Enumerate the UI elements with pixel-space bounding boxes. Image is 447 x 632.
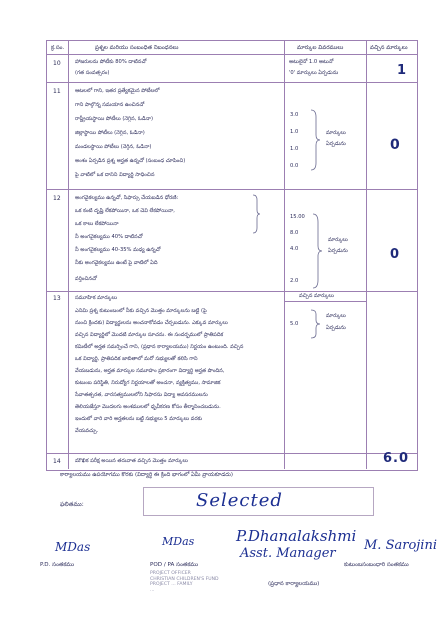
brace-icon	[311, 213, 323, 289]
score-value: 3.0	[290, 112, 299, 118]
row-sep	[47, 453, 417, 454]
col-sep-3	[366, 41, 367, 469]
col-sep-1	[68, 41, 69, 469]
pd-caption: P.D. సంతకము	[40, 562, 75, 568]
row-text: ఎనిమి ప్రశ్న కుటుంబంలో నీకు వచ్చిన మొత్తం మార్కులను బట్టి (పై	[75, 308, 207, 314]
row-heading: సమూహిక మార్కులు	[75, 295, 118, 301]
row-number: 14	[53, 458, 61, 465]
row-text: ఇందులో వారి వారి అర్హతలను బట్టి సభ్యులు 5 మార్కులు వరకు	[75, 416, 203, 422]
score-value: 8.0	[290, 230, 299, 236]
score-value: 1.0	[290, 146, 299, 152]
given-mark: 0	[390, 137, 400, 153]
row-text: ఆటలలో గాని, ఇతర ప్రత్యేకమైన పోటీలలో	[75, 88, 160, 94]
row-text: జిల్లాస్థాయి పోటీలు (నెగ్గిన, ఓడినా)	[75, 130, 145, 136]
row-text: వచ్చిన విద్యార్థిలో మొదటి మార్కుల సూచను. ఈ సందర్భములో ప్రాతిపదిక	[75, 332, 224, 338]
brace-icon	[309, 109, 321, 171]
row-number: 13	[53, 295, 61, 302]
row-text: వేయవచ్చు.	[75, 428, 99, 434]
score-value: 1.0	[290, 129, 299, 135]
given-mark: 0	[390, 247, 400, 262]
given-mark: 1	[397, 63, 407, 78]
score-value: 2.0	[290, 278, 299, 284]
row-number: 10	[53, 60, 61, 67]
row-text: కమిటీలో అర్హత సమర్పించే గాని, (ప్రధాన కార్యాలయము) నిర్ణయం ఉంటుంది. వచ్చిన	[75, 344, 244, 350]
detail-label: ఏర్పడును	[328, 248, 348, 254]
detail-label: మార్కులు	[326, 130, 346, 136]
row-text: వర్తించినచో	[75, 276, 97, 282]
pod-signature: MDas	[162, 535, 195, 548]
pod-caption: POD / PA సంతకము	[150, 562, 199, 568]
manager-title-signature: Asst. Manager	[240, 546, 336, 561]
row-text: నీ అంగవైకల్యము 40% దాటినచో	[75, 234, 143, 240]
col-sep-2	[284, 41, 285, 469]
detail-label: మార్కులు	[326, 313, 346, 319]
result-label: ఫలితము:	[60, 501, 84, 508]
row-text: తెలియజేస్తూ మొదలగు అంశములలో ధృవీకరణ కోసం తీర్మానించబడును.	[75, 404, 221, 410]
row-text: మండలస్థాయి పోటీలు (నెగ్గిన, ఓడినా)	[75, 144, 152, 150]
manager-signature: P.Dhanalakshmi	[236, 527, 357, 545]
marks-table	[46, 40, 418, 471]
row-sep	[47, 189, 417, 190]
brace-icon	[251, 194, 261, 234]
row-text: వేయబడును, అర్హత మార్కుల సమూహం ప్రకారంగా విద్యార్థి అర్హత పొందిన,	[75, 368, 225, 374]
row-detail: '0' మార్కులు ఏర్పడును	[289, 70, 339, 76]
row-text: అంగవైకల్యము ఉన్నచో, సిఫార్సు చేయబడిన ధోరణి:	[75, 195, 179, 201]
row-text: నుంచి క్రిందకు) విద్యార్థులను అంచనాకోవడం చేర్చబడును. ఎక్కువ మార్కులు	[75, 320, 228, 326]
pd-signature: MDas	[55, 540, 91, 554]
family-caption: కుటుంబసంబంధారి సంతకము	[344, 562, 409, 568]
score-value: 4.0	[290, 246, 299, 252]
header-sno: క్ర.సం.	[51, 45, 65, 51]
detail-label: మార్కులు	[328, 237, 348, 243]
result-box	[143, 487, 374, 516]
office-use-note: కార్యాలయము ఉపయోగము కొరకు (విద్యార్థి ఈ క్రింది భాగంలో ఏమీ వ్రాయకూడదు)	[60, 472, 233, 478]
row-text: కుటుంబ పరిస్థితి, నిరుద్యోగ నిర్ణయాలతో అంచనా, వ్యక్తిత్వము, సామాజిక	[75, 380, 221, 386]
office-stamp	[150, 571, 219, 594]
row-text: పై వాటిలో ఒక దానిని విద్యార్థి సాధించిన	[75, 172, 155, 178]
family-signature: M. Sarojini	[364, 538, 437, 553]
row-sep	[47, 54, 417, 55]
stamp-line: ...	[150, 588, 155, 594]
detail-heading: వచ్చిన మార్కులు	[299, 293, 334, 299]
score-value: 5.0	[290, 321, 299, 327]
row-text: రాష్ట్రీయస్థాయి పోటీలు (నెగ్గిన, ఓడినా)	[75, 116, 153, 122]
row-detail: అటులైనో 1.0 అటునో	[289, 59, 334, 65]
row-sep	[284, 301, 366, 302]
row-text: గాని పాల్గొన్న సమయాన ఉంచినచో	[75, 102, 145, 108]
row-text: మౌఖిక పరీక్ష అయిన తరువాత వచ్చిన మొత్తం మార్కులు	[75, 458, 188, 464]
detail-label: ఏర్పడును	[326, 325, 346, 331]
row-text: అంశం ఏర్పడిన ప్రశ్న అర్హత ఉన్నచో (సంబంధ చూపించి)	[75, 158, 186, 164]
row-number: 12	[53, 195, 61, 202]
row-text: ఒక కంటి దృష్టి లేకపోయినా, ఒక చెవి లేకపోయినా,	[75, 208, 175, 214]
row-text: ఒక విద్యార్థి, ప్రాతిపదిక జాబితాలో మరో సభ్యులతో కలిసి గాని	[75, 356, 198, 362]
row-text: నీ అంగవైకల్యము 40-35% మధ్య ఉన్నచో	[75, 247, 161, 253]
stamp-line: CHRISTIAN CHILDREN'S FUND	[150, 576, 219, 582]
stamp-line: PROJECT ... FAMILY	[150, 582, 193, 588]
result-value: Selected	[196, 490, 283, 511]
manager-caption: (ప్రధాన కార్యాలయము)	[268, 581, 320, 587]
row-text: ఒక కాలు లేకపోయినా	[75, 221, 119, 227]
total-mark: 6.0	[383, 451, 410, 466]
row-text: (గత సంవత్సరం)	[75, 70, 110, 76]
row-sep	[47, 82, 417, 83]
row-sep	[47, 291, 417, 292]
row-text: సేవాతత్పరత, వారసత్వములలోని సిఫారసు విద్యా అవసరములను	[75, 392, 208, 398]
score-value: 0.0	[290, 163, 299, 169]
score-value: 15.00	[290, 214, 305, 220]
row-text: హాజరులను పోటీకు 80% దాటినచో	[75, 59, 147, 65]
brace-icon	[309, 309, 321, 339]
header-marks-given: వచ్చిన మార్కులు	[370, 45, 408, 51]
row-number: 11	[53, 88, 61, 95]
detail-label: ఏర్పడును	[326, 141, 346, 147]
stamp-line: PROJECT OFFICER	[150, 571, 191, 576]
header-items: ప్రశ్నల మరియు సంబంధిత నిబంధనలు	[95, 45, 179, 51]
row-text: నీకు అంగవైకల్యము ఉంటే పై వాటిలో ఏది	[75, 260, 158, 266]
header-marks-detail: మార్కుల వివరములు	[297, 45, 344, 51]
